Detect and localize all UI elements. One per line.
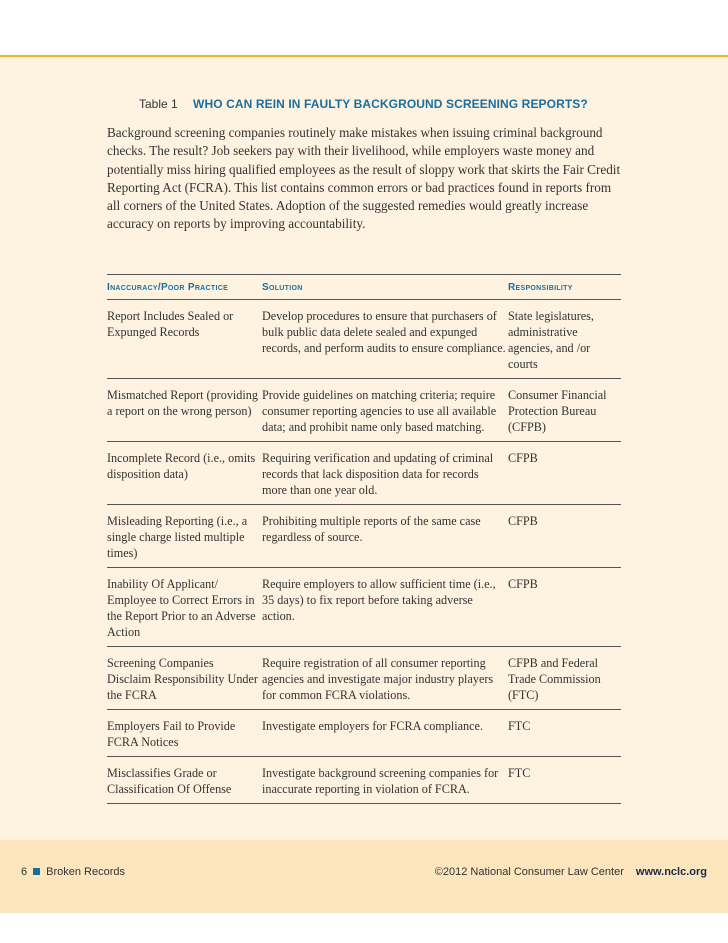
cell-solution: Require registration of all consumer reporting agencies and investigate major industry players for common FCRA violations. <box>262 656 494 702</box>
cell-practice: Report Includes Sealed or Expunged Records <box>107 309 234 339</box>
top-band <box>0 0 728 55</box>
remedies-table <box>107 274 621 804</box>
table-label: Table 1 <box>139 97 178 111</box>
intro-paragraph: Background screening companies routinely make mistakes when issuing criminal background checks. The result? Job seekers pay with their livelihood, while employers waste money and potentially miss hiring qualified employees as the result of sloppy work that skirts the Fair Credit Reporting Act (FCRA). This list contains common errors or bad practices found in reports from all corners of the United States. Adoption of the suggested remedies would greatly increase accuracy on reports by improving accountability. <box>107 125 621 232</box>
cell-practice: Screening Companies Disclaim Responsibility Under the FCRA <box>107 656 258 702</box>
cell-practice: Misleading Reporting (i.e., a single charge listed multiple times) <box>107 514 248 560</box>
cell-responsibility: State legislatures, administrative agencies, and /or courts <box>508 309 594 371</box>
footer-left <box>21 866 125 878</box>
square-bullet-icon <box>33 868 40 875</box>
table-row <box>107 300 621 379</box>
cell-solution: Investigate background screening companies for inaccurate reporting in violation of FCRA. <box>262 766 499 796</box>
table-caption <box>139 97 699 111</box>
table-row <box>107 647 621 710</box>
website-link[interactable]: www.nclc.org <box>635 866 707 878</box>
cell-practice: Mismatched Report (providing a report on the wrong person) <box>107 388 258 418</box>
cell-practice: Employers Fail to Provide FCRA Notices <box>107 719 236 749</box>
cell-practice: Misclassifies Grade or Classification Of Offense <box>107 766 232 796</box>
table-row <box>107 442 621 505</box>
header-solution: Solution <box>262 281 303 293</box>
publication-title: Broken Records <box>46 866 125 878</box>
cell-solution: Develop procedures to ensure that purchasers of bulk public data delete sealed and expunged records, and perform audits to ensure compliance. <box>262 309 506 355</box>
cell-practice: Inability Of Applicant/ Employee to Correct Errors in the Report Prior to an Adverse Action <box>107 577 256 639</box>
cell-responsibility: CFPB and Federal Trade Commission (FTC) <box>508 656 601 702</box>
cell-solution: Investigate employers for FCRA compliance. <box>262 719 484 733</box>
page-number: 6 <box>21 866 28 878</box>
cell-solution: Require employers to allow sufficient time (i.e., 35 days) to fix report before taking adverse action. <box>262 577 496 623</box>
cell-responsibility: FTC <box>508 766 531 780</box>
cell-responsibility: CFPB <box>508 577 538 591</box>
cell-solution: Requiring verification and updating of criminal records that lack disposition data for records more than one year old. <box>262 451 494 497</box>
footer-white-strip <box>0 913 728 943</box>
cell-solution: Prohibiting multiple reports of the same case regardless of source. <box>262 514 481 544</box>
cell-responsibility: FTC <box>508 719 531 733</box>
header-responsibility: Responsibility <box>508 281 573 293</box>
cell-responsibility: CFPB <box>508 451 538 465</box>
table-row <box>107 710 621 757</box>
cell-responsibility: Consumer Financial Protection Bureau (CFPB) <box>508 388 607 434</box>
table-row <box>107 505 621 568</box>
cell-practice: Incomplete Record (i.e., omits disposition data) <box>107 451 256 481</box>
table-row <box>107 568 621 647</box>
table-row <box>107 757 621 804</box>
table-header-row <box>107 274 621 300</box>
footer-right <box>435 866 707 878</box>
header-practice: Inaccuracy/Poor Practice <box>107 281 229 293</box>
top-rule <box>0 55 728 57</box>
table-heading: WHO CAN REIN IN FAULTY BACKGROUND SCREENING REPORTS? <box>193 97 588 111</box>
table-row <box>107 379 621 442</box>
cell-solution: Provide guidelines on matching criteria; require consumer reporting agencies to use all available data; and prohibit name only based matching. <box>262 388 497 434</box>
copyright: ©2012 National Consumer Law Center <box>434 866 624 878</box>
cell-responsibility: CFPB <box>508 514 538 528</box>
